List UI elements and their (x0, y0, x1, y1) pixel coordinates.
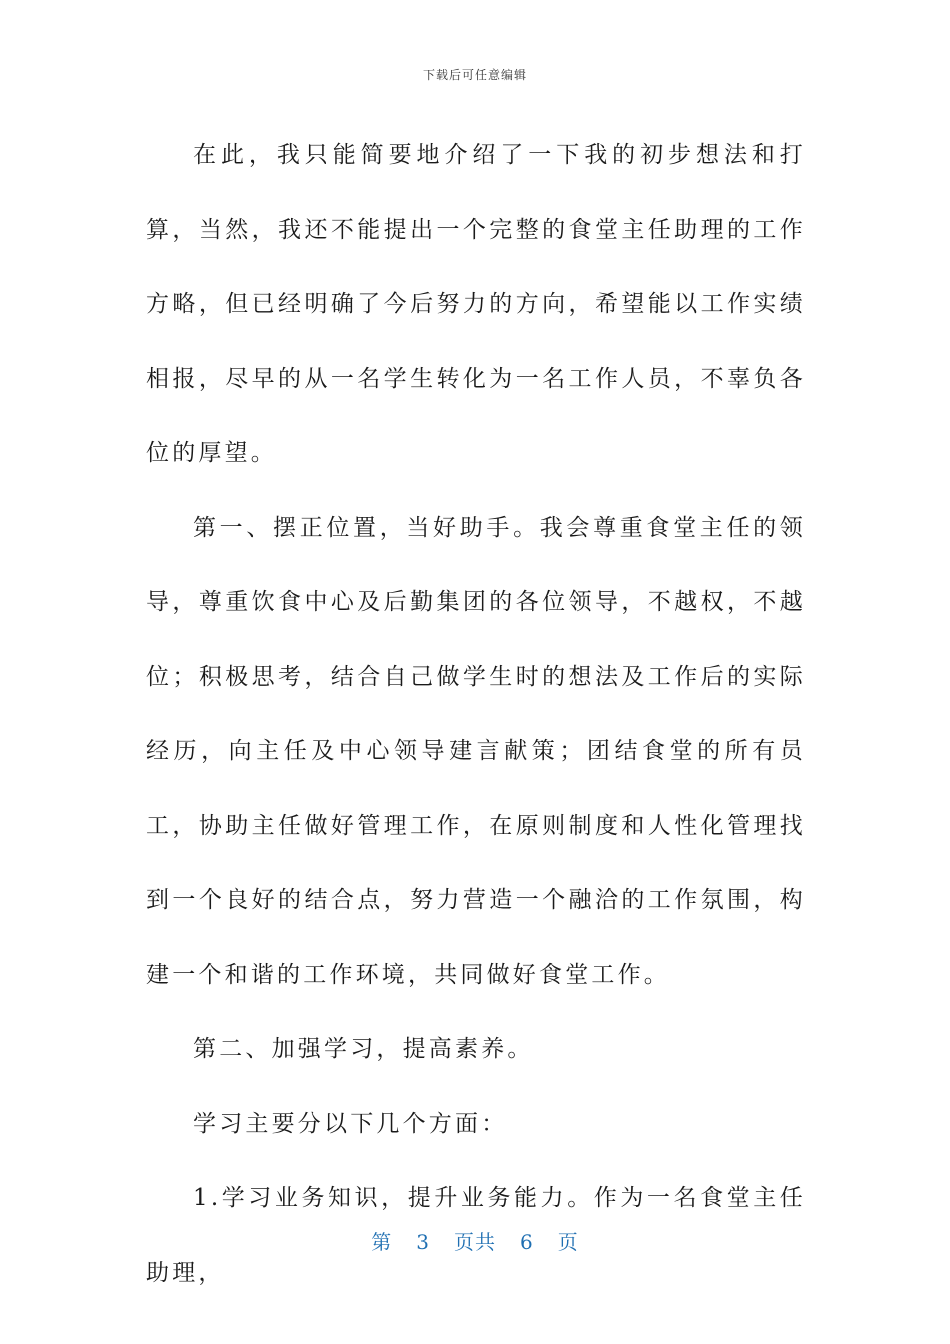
page-footer (0, 1226, 950, 1255)
page-header-note: 下载后可任意编辑 (422, 68, 527, 82)
paragraph-point-two: 第二、加强学习，提高素养。 (193, 1036, 534, 1062)
paragraph-study-aspects: 学习主要分以下几个方面： (193, 1110, 508, 1137)
footer-prefix: 第 (371, 1230, 393, 1254)
footer-total-pages: 6 (520, 1230, 534, 1254)
paragraph-intro: 在此，我只能简要地介绍了一下我的初步想法和打算，当然，我还不能提出一个完整的食堂主任助理的工作方略，但已经明确了今后努力的方向，希望能以工作实绩相报，尽早的从一名学生转化为一名工作人员，不辜负各位的厚望。 (146, 142, 806, 466)
paragraph-item-one: 1.学习业务知识，提升业务能力。作为一名食堂主任助理， (146, 1185, 806, 1286)
footer-suffix: 页 (557, 1230, 579, 1254)
footer-middle: 页共 (454, 1230, 496, 1254)
document-body (146, 118, 806, 1310)
footer-current-page: 3 (416, 1230, 430, 1254)
paragraph-point-one: 第一、摆正位置，当好助手。我会尊重食堂主任的领导，尊重饮食中心及后勤集团的各位领导，不越权，不越位；积极思考，结合自己做学生时的想法及工作后的实际经历，向主任及中心领导建言献策；团结食堂的所有员工，协助主任做好管理工作，在原则制度和人性化管理找到一个良好的结合点，努力营造一个融洽的工作氛围，构建一个和谐的工作环境，共同做好食堂工作。 (146, 514, 806, 988)
